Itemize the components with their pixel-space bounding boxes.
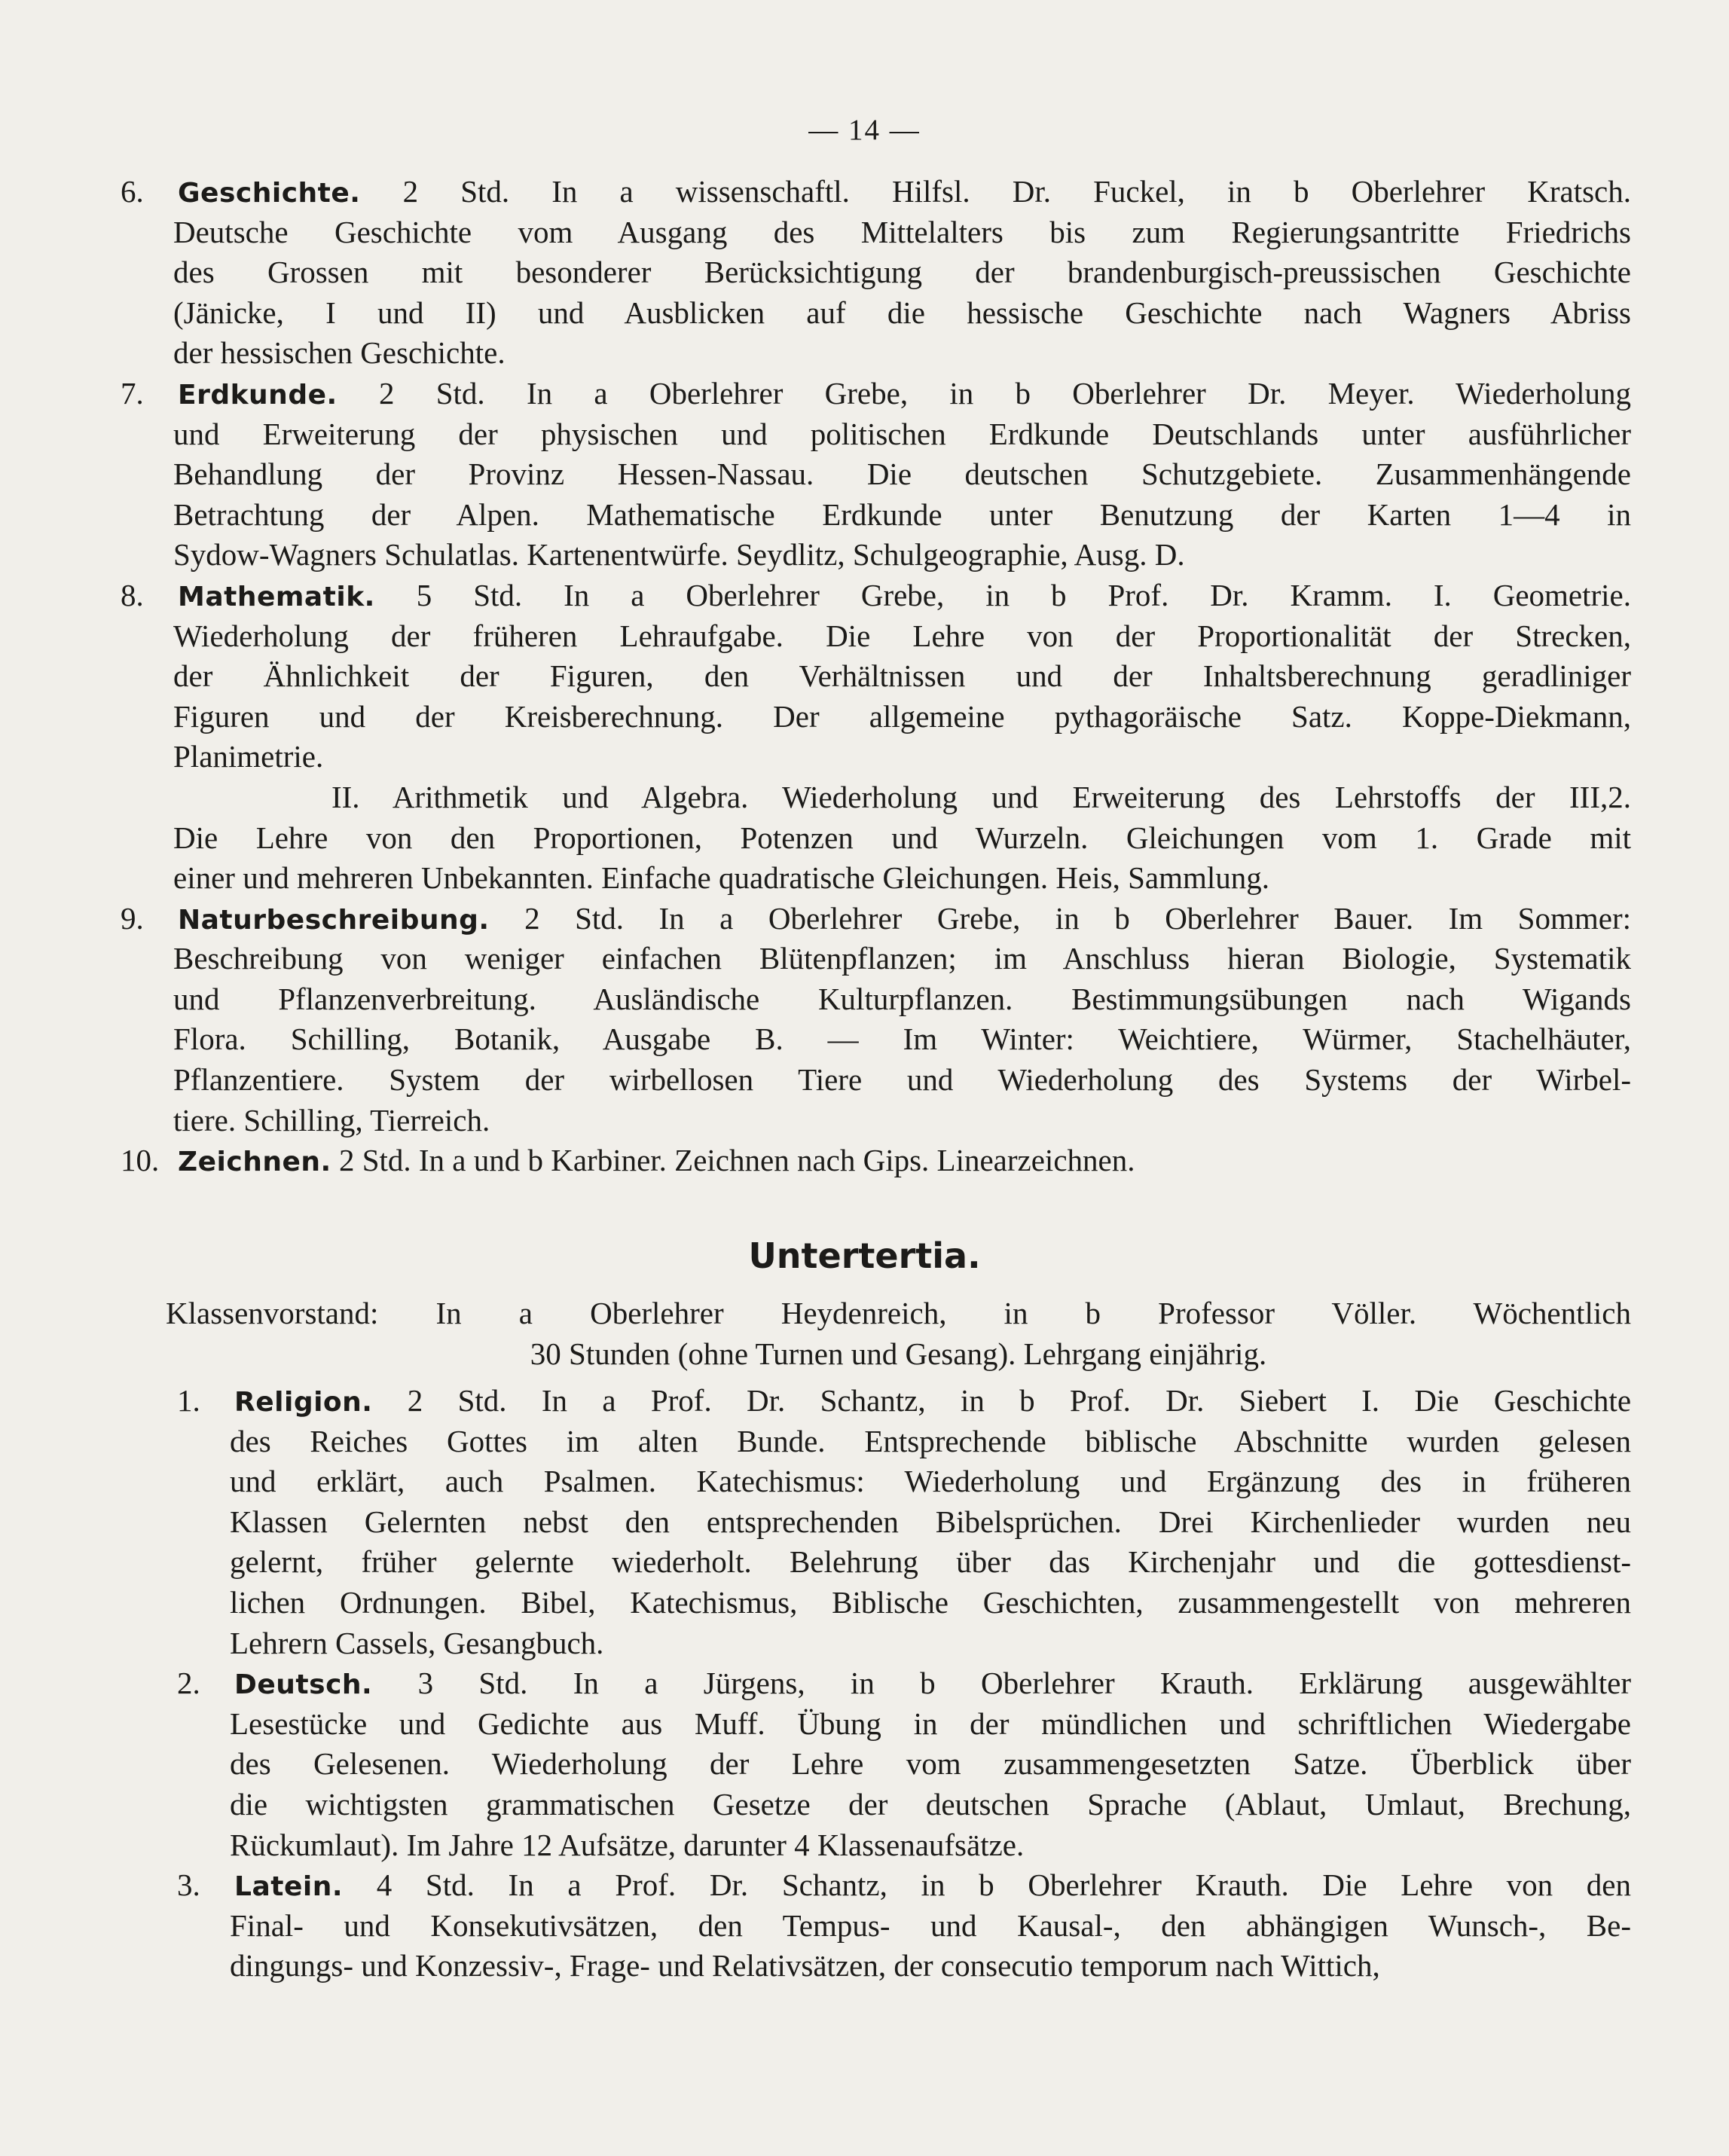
section-first-line <box>121 172 1632 212</box>
section-number: 1. <box>177 1383 200 1418</box>
section-line: Wiederholung der früheren Lehraufgabe. Die Lehre von der Proportionalität der Strecken, <box>173 618 1631 653</box>
section-line: Deutsche Geschichte vom Ausgang des Mittelalters bis zum Regierungsantritte Friedrichs <box>173 214 1631 249</box>
section-text: 2 Std. In a Oberlehrer Grebe, in b Oberlehrer Dr. Meyer. Wiederholung <box>378 375 1632 411</box>
section-first-line <box>177 1663 1631 1704</box>
section-erdkunde <box>121 374 1632 576</box>
section-text: 5 Std. In a Oberlehrer Grebe, in b Prof. Dr. Kramm. I. Geometrie. <box>416 577 1632 612</box>
section-text: 2 Std. In a wissenschaftl. Hilfsl. Dr. Fuckel, in b Oberlehrer Kratsch. <box>402 174 1632 209</box>
section-number: 8. <box>121 577 144 612</box>
section-line: Lehrern Cassels, Gesangbuch. <box>230 1625 604 1660</box>
section-line: Klassen Gelernten nebst den entsprechenden Bibelsprüchen. Drei Kirchenlieder wurden neu <box>230 1504 1631 1539</box>
section-line: Beschreibung von weniger einfachen Blütenpflanzen; im Anschluss hieran Biologie, Systematik <box>173 941 1631 976</box>
section-line: der hessischen Geschichte. <box>173 335 506 371</box>
section-number: 9. <box>121 900 144 936</box>
section-subject: Mathematik. <box>178 581 375 612</box>
section-line: lichen Ordnungen. Bibel, Katechismus, Biblische Geschichten, zusammengestellt von mehreren <box>230 1584 1631 1620</box>
section-subject: Naturbeschreibung. <box>178 904 490 936</box>
section-subject: Deutsch. <box>234 1669 373 1701</box>
klassenvorstand-line-1: Klassenvorstand: In a Oberlehrer Heydenreich, in b Professor Völler. Wöchentlich <box>166 1296 1631 1330</box>
section-geschichte <box>121 172 1632 374</box>
section-line: Flora. Schilling, Botanik, Ausgabe B. — Im Winter: Weichtiere, Würmer, Stachelhäuter, <box>173 1022 1631 1057</box>
section-line: tiere. Schilling, Tierreich. <box>173 1102 490 1138</box>
section-text: 3 Std. In a Jürgens, in b Oberlehrer Krauth. Erklärung ausgewählter <box>417 1666 1631 1701</box>
section-text: 2 Std. In a Oberlehrer Grebe, in b Oberlehrer Bauer. Im Sommer: <box>524 900 1631 936</box>
lower-sections <box>177 1381 1632 1987</box>
section-line: Final- und Konsekutivsätzen, den Tempus- und Kausal-, den abhängigen Wunsch-, Be- <box>230 1907 1631 1943</box>
section-number: 10. <box>121 1143 160 1178</box>
section-text: 2 Std. In a und b Karbiner. Zeichnen nach Gips. Linearzeichnen. <box>338 1143 1135 1178</box>
section-line: und erklärt, auch Psalmen. Katechismus: Wiederholung und Ergänzung des in früheren <box>230 1464 1631 1499</box>
section-number: 6. <box>121 174 144 209</box>
section-line: der Ähnlichkeit der Figuren, den Verhältnissen und der Inhaltsberechnung geradliniger <box>173 658 1631 694</box>
section-mathematik <box>121 576 1632 899</box>
section-number: 2. <box>177 1666 200 1701</box>
section-line: des Reiches Gottes im alten Bunde. Entsprechende biblische Abschnitte wurden gelesen <box>230 1423 1631 1458</box>
section-line: Planimetrie. <box>173 739 324 774</box>
section-first-line <box>121 576 1632 616</box>
section-text: 4 Std. In a Prof. Dr. Schantz, in b Oberlehrer Krauth. Die Lehre von den <box>376 1867 1631 1903</box>
section-subject: Erdkunde. <box>178 379 338 411</box>
section-zeichnen <box>121 1141 1631 1181</box>
section-line: Sydow-Wagners Schulatlas. Kartenentwürfe. Seydlitz, Schulgeographie, Ausg. D. <box>173 537 1185 573</box>
section-sub-line: II. Arithmetik und Algebra. Wiederholung und Erweiterung des Lehrstoffs der III,2. <box>331 779 1631 814</box>
klassenvorstand <box>166 1293 1631 1374</box>
section-latein <box>177 1865 1631 1987</box>
section-naturbeschreibung <box>121 899 1631 1141</box>
section-line: Betrachtung der Alpen. Mathematische Erdkunde unter Benutzung der Karten 1—4 in <box>173 496 1631 532</box>
section-first-line <box>121 899 1631 939</box>
section-line: Pflanzentiere. System der wirbellosen Tiere und Wiederholung des Systems der Wirbel- <box>173 1062 1631 1098</box>
section-first-line <box>177 1381 1632 1422</box>
section-line: des Grossen mit besonderer Berücksichtigung der brandenburgisch-preussischen Geschichte <box>173 255 1631 290</box>
section-subject: Geschichte. <box>178 178 361 209</box>
section-line: Rückumlaut). Im Jahre 12 Aufsätze, darunter 4 Klassenaufsätze. <box>230 1827 1025 1862</box>
section-first-line <box>121 1141 1631 1181</box>
section-line: Behandlung der Provinz Hessen-Nassau. Die deutschen Schutzgebiete. Zusammenhängende <box>173 457 1631 492</box>
section-sub-line: einer und mehreren Unbekannten. Einfache quadratische Gleichungen. Heis, Sammlung. <box>173 860 1269 896</box>
section-line: (Jänicke, I und II) und Ausblicken auf die hessische Geschichte nach Wagners Abriss <box>173 295 1631 330</box>
section-text: 2 Std. In a Prof. Dr. Schantz, in b Prof. Dr. Siebert I. Die Geschichte <box>407 1383 1632 1418</box>
section-deutsch <box>177 1663 1631 1865</box>
section-line: Lesestücke und Gedichte aus Muff. Übung in der mündlichen und schriftlichen Wiedergabe <box>230 1706 1631 1741</box>
klassenvorstand-line-2: 30 Stunden (ohne Turnen und Gesang). Lehrgang einjährig. <box>530 1336 1267 1371</box>
page-number: — 14 — <box>808 114 921 146</box>
section-line: des Gelesenen. Wiederholung der Lehre vom zusammengesetzten Satze. Überblick über <box>230 1746 1631 1782</box>
section-first-line <box>121 374 1632 414</box>
section-line: und Pflanzenverbreitung. Ausländische Kulturpflanzen. Bestimmungsübungen nach Wigands <box>173 981 1631 1016</box>
section-subject: Religion. <box>234 1387 373 1418</box>
section-religion <box>177 1381 1632 1663</box>
section-line: die wichtigsten grammatischen Gesetze der deutschen Sprache (Ablaut, Umlaut, Brechung, <box>230 1786 1631 1822</box>
upper-sections <box>121 172 1632 1181</box>
section-number: 3. <box>177 1867 200 1903</box>
section-number: 7. <box>121 375 144 411</box>
section-subject: Zeichnen. <box>178 1147 331 1178</box>
section-line: Figuren und der Kreisberechnung. Der allgemeine pythagoräische Satz. Koppe-Diekmann, <box>173 698 1631 734</box>
section-line: dingungs- und Konzessiv-, Frage- und Relativsätzen, der consecutio temporum nach Wittich, <box>230 1948 1380 1983</box>
section-line: gelernt, früher gelernte wiederholt. Belehrung über das Kirchenjahr und die gottesdienst- <box>230 1544 1631 1580</box>
section-sub-line: Die Lehre von den Proportionen, Potenzen und Wurzeln. Gleichungen vom 1. Grade mit <box>173 820 1631 855</box>
section-first-line <box>177 1865 1631 1906</box>
section-line: und Erweiterung der physischen und politischen Erdkunde Deutschlands unter ausführlicher <box>173 416 1631 451</box>
section-heading: Untertertia. <box>748 1235 981 1276</box>
section-subject: Latein. <box>234 1871 344 1903</box>
